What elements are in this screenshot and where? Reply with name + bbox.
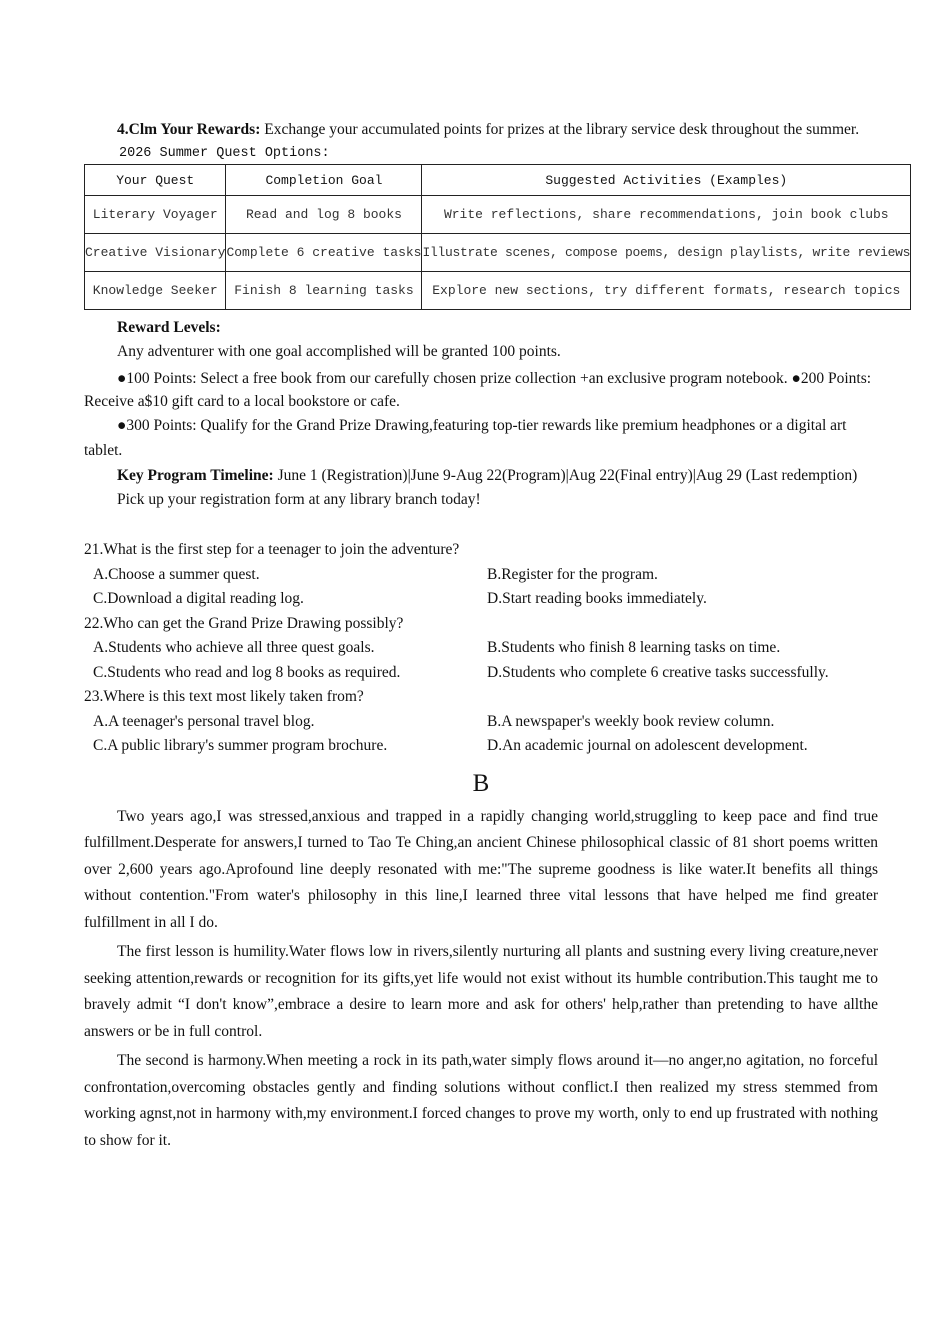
question-stem: 23.Where is this text most likely taken from? (84, 688, 364, 705)
passage-paragraph: Two years ago,I was stressed,anxious and trapped in a rapidly changing world,struggling to keep pace and find true fulfillment.Desperate for answers,I turned to Tao Te Ching,an ancient Chinese philosophical classic of 81 short poems written over 2,600 years ago.Aprofound line deeply resonated with me:"The supreme goodness is like water.It benefits all things without contention."From water's philosophy in this line,I learned three vital lessons that have helped me find greater fulfillment in all I do. (84, 807, 878, 931)
option-c: C.Download a digital reading log. (93, 590, 304, 607)
rewards-heading: 4.Clm Your Rewards: (117, 121, 261, 138)
question-stem: 21.What is the first step for a teenager to join the adventure? (84, 541, 460, 558)
timeline-heading: Key Program Timeline: (117, 467, 274, 484)
table-cell: Complete 6 creative tasks (226, 234, 422, 272)
table-row (85, 234, 911, 272)
quest-options-table (84, 164, 911, 310)
table-cell: Creative Visionary (85, 234, 226, 272)
reward-levels-intro: Any adventurer with one goal accomplished will be granted 100 points. (117, 343, 561, 360)
table-cell: Knowledge Seeker (85, 272, 226, 310)
table-row (85, 272, 911, 310)
question-stem: 22.Who can get the Grand Prize Drawing possibly? (84, 614, 404, 632)
options-row (84, 734, 878, 759)
options-row (84, 587, 878, 612)
options-row (84, 636, 878, 661)
options-row (84, 661, 878, 686)
header-your-quest: Your Quest (85, 165, 226, 196)
reward-levels-heading: Reward Levels: (117, 319, 221, 336)
reward-level-100-200: ●100 Points: Select a free book from our carefully chosen prize collection +an exclusive program notebook. ●200 Points: Receive a$10 gift card to a local bookstore or cafe. (84, 370, 872, 410)
table-row (85, 196, 911, 234)
document-page (84, 118, 911, 1154)
table-cell: Write reflections, share recommendations, join book clubs (422, 196, 911, 234)
option-b: B.A newspaper's weekly book review column. (487, 712, 775, 730)
rewards-paragraph (84, 118, 878, 142)
option-d: D.Start reading books immediately. (487, 590, 707, 607)
table-cell: Finish 8 learning tasks (226, 272, 422, 310)
timeline-text: June 1 (Registration)|June 9-Aug 22(Program)|Aug 22(Final entry)|Aug 29 (Last redemption) (273, 467, 858, 484)
table-cell: Literary Voyager (85, 196, 226, 234)
header-completion-goal: Completion Goal (226, 165, 422, 196)
table-cell: Read and log 8 books (226, 196, 422, 234)
table-cell: Explore new sections, try different formats, research topics (422, 272, 911, 310)
table-caption: 2026 Summer Quest Options: (119, 146, 330, 161)
option-a: A.Choose a summer quest. (93, 565, 260, 583)
option-d: D.Students who complete 6 creative tasks successfully. (487, 663, 829, 681)
option-c: C.Students who read and log 8 books as required. (93, 663, 401, 681)
question-22 (84, 612, 878, 686)
question-23 (84, 685, 878, 759)
rewards-text: Exchange your accumulated points for prizes at the library service desk throughout the summer. (260, 121, 860, 138)
table-header-row (85, 165, 911, 196)
passage-paragraph: The first lesson is humility.Water flows low in rivers,silently nurturing all plants and sustning every living creature,never seeking attention,rewards or recognition for its gifts,yet life would not exist without its humble contribution.This taught me to bravely admit “I don't know”,embrace a desire to learn more and ask for others' help,rather than pretending to have allthe answers or be in full control. (84, 943, 878, 1040)
options-row (84, 563, 878, 588)
option-b: B.Register for the program. (487, 565, 658, 583)
header-suggested-activities: Suggested Activities (Examples) (422, 165, 911, 196)
question-21 (84, 538, 878, 612)
option-c: C.A public library's summer program brochure. (93, 737, 388, 754)
option-d: D.An academic journal on adolescent development. (487, 737, 808, 754)
option-a: A.Students who achieve all three quest goals. (93, 639, 375, 656)
option-b: B.Students who finish 8 learning tasks on time. (487, 639, 781, 656)
pickup-line: Pick up your registration form at any library branch today! (117, 491, 481, 508)
section-b-title: B (472, 769, 490, 797)
timeline-paragraph (84, 464, 878, 488)
passage-paragraph: The second is harmony.When meeting a rock in its path,water simply flows around it—no anger,no agitation, no forceful confrontation,overcoming obstacles gently and finding solutions without conflict.I then realized my stress stemmed from working agnst,not in harmony with,my environment.I forced changes to prove my worth, only to end up frustrated with nothing to show for it. (84, 1052, 878, 1149)
table-cell: Illustrate scenes, compose poems, design playlists, write reviews (422, 234, 911, 272)
option-a: A.A teenager's personal travel blog. (93, 712, 315, 730)
reward-level-300: ●300 Points: Qualify for the Grand Prize Drawing,featuring top-tier rewards like premium headphones or a digital art tablet. (84, 417, 847, 459)
options-row (84, 710, 878, 735)
